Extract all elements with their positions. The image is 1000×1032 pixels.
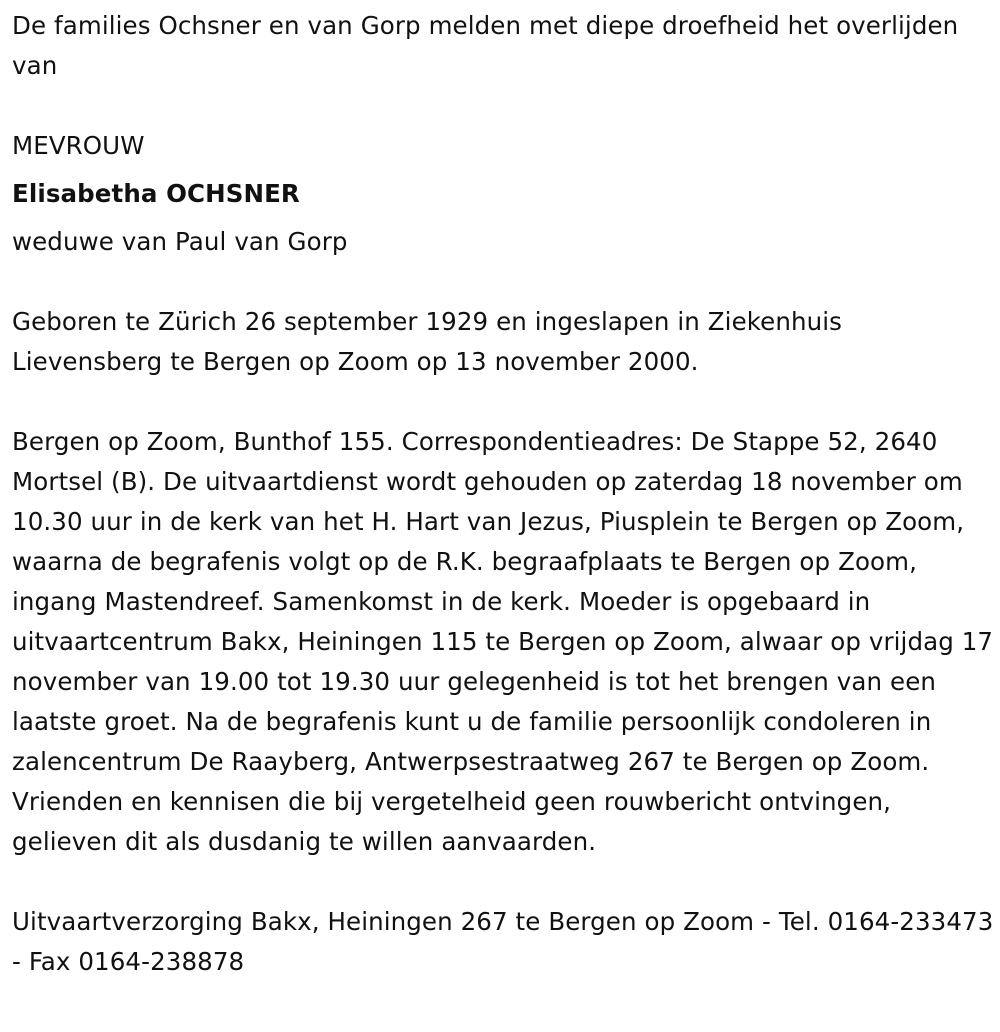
undertaker-contact: Uitvaartverzorging Bakx, Heiningen 267 te Bergen op Zoom - Tel. 0164-233473 - Fax 0164-238878 [12, 907, 994, 976]
spacer [12, 382, 994, 422]
funeral-details: Bergen op Zoom, Bunthof 155. Correspondentieadres: De Stappe 52, 2640 Mortsel (B). De uitvaartdienst wordt gehouden op zaterdag 18 november om 10.30 uur in de kerk van het H. Hart van Jezus, Piusplein te Bergen op Zoom, waarna de begrafenis volgt op de R.K. begraafplaats te Bergen op Zoom, ingang Mastendreef. Samenkomst in de kerk. Moeder is opgebaard in uitvaartcentrum Bakx, Heiningen 115 te Bergen op Zoom, alwaar op vrijdag 17 november van 19.00 tot 19.30 uur gelegenheid is tot het brengen van een laatste groet. Na de begrafenis kunt u de familie persoonlijk condoleren in zalencentrum De Raayberg, Antwerpsestraatweg 267 te Bergen op Zoom. Vrienden en kennisen die bij vergetelheid geen rouwbericht ontvingen, gelieven dit als dusdanig te willen aanvaarden. [12, 427, 994, 856]
salutation: MEVROUW [12, 131, 145, 160]
spacer [12, 86, 994, 126]
spacer [12, 262, 994, 302]
spacer [12, 862, 994, 902]
spacer [12, 214, 994, 222]
relation-text: weduwe van Paul van Gorp [12, 227, 348, 256]
deceased-name: Elisabetha OCHSNER [12, 179, 300, 208]
intro-text: De families Ochsner en van Gorp melden met diepe droefheid het overlijden van [12, 11, 959, 80]
birth-death-text: Geboren te Zürich 26 september 1929 en ingeslapen in Ziekenhuis Lievensberg te Bergen op Zoom op 13 november 2000. [12, 307, 842, 376]
spacer [12, 166, 994, 174]
death-notice [12, 6, 994, 982]
